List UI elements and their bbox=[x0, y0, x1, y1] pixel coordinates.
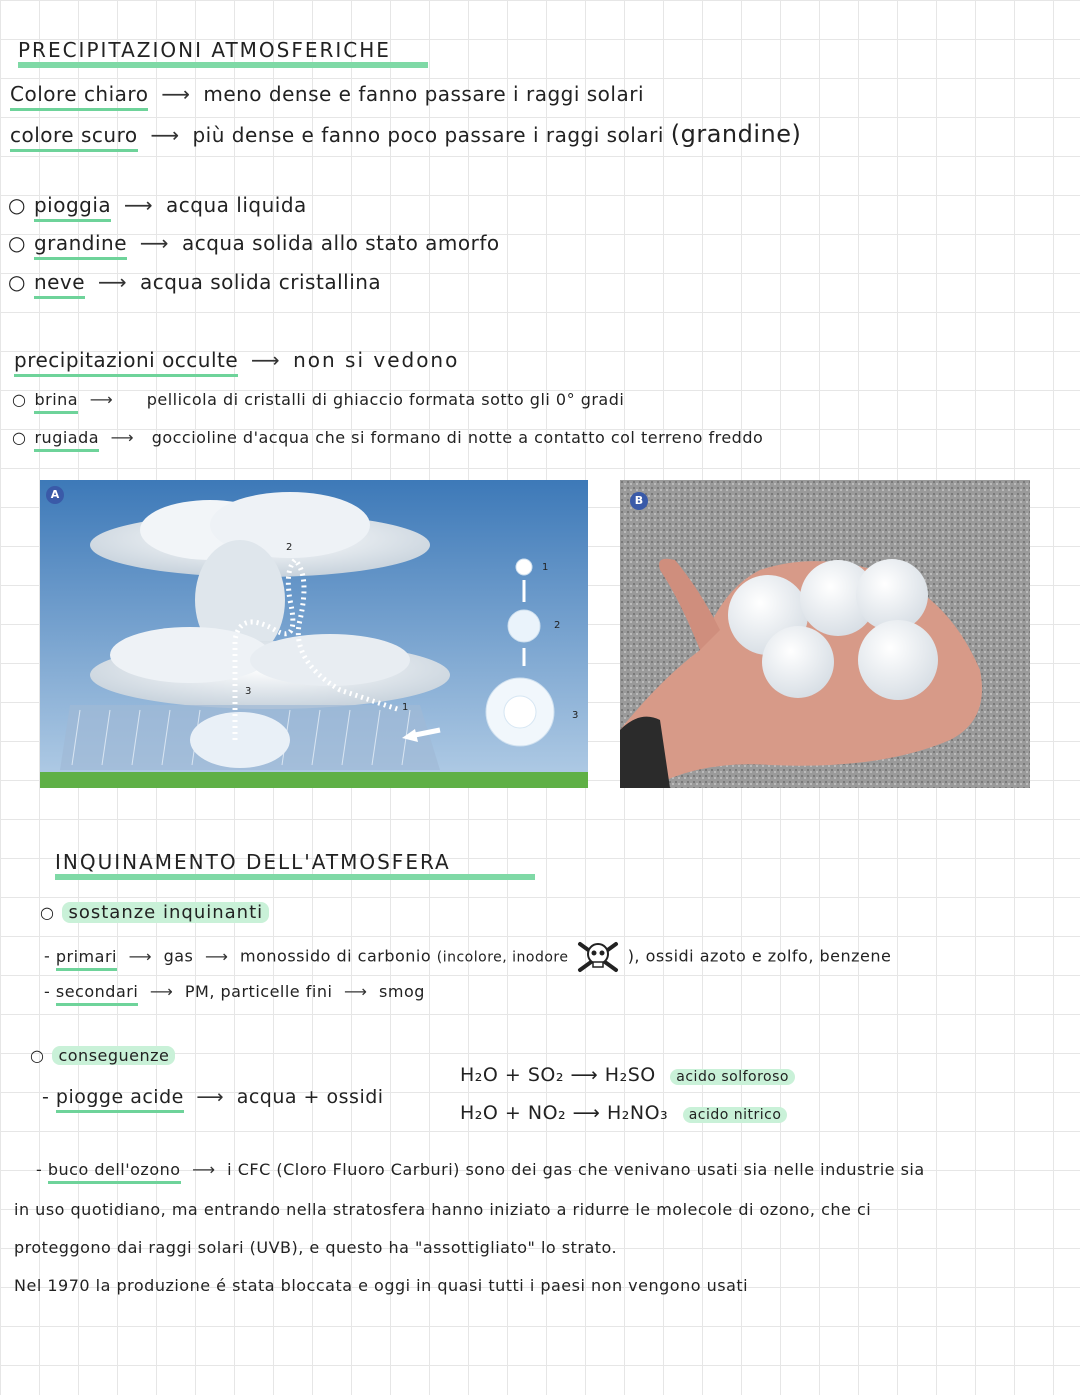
arrow-icon: ⟶ bbox=[124, 193, 154, 217]
ozone-text-1: i CFC (Cloro Fluoro Carburi) sono dei gas che venivano usati sia nelle industrie sia bbox=[227, 1160, 925, 1179]
dash-icon: - bbox=[42, 1086, 50, 1108]
ozone-line-3: proteggono dai raggi solari (UVB), e questo ha "assottigliato" lo strato. bbox=[14, 1238, 618, 1257]
section-title-precipitazioni: PRECIPITAZIONI ATMOSFERICHE bbox=[18, 38, 428, 68]
consequences-label: conseguenze bbox=[52, 1046, 175, 1065]
ozone-label: buco dell'ozono bbox=[48, 1160, 181, 1184]
light-color-label: Colore chiaro bbox=[10, 82, 148, 111]
bullet-icon: ○ bbox=[12, 390, 27, 409]
primary-text: monossido di carbonio bbox=[240, 946, 432, 966]
primary-rest: ), ossidi azoto e zolfo, benzene bbox=[627, 946, 892, 966]
figure-a-number: 3 bbox=[572, 710, 579, 721]
acid-rain-line bbox=[42, 1086, 384, 1108]
arrow-icon: ⟶ bbox=[110, 428, 135, 447]
type-pioggia bbox=[8, 193, 307, 217]
occult-desc: non si vedono bbox=[293, 348, 460, 372]
hail-formation-diagram bbox=[40, 480, 588, 788]
arrow-icon: ⟶ bbox=[149, 982, 174, 1001]
figure-a-number: 2 bbox=[286, 542, 293, 553]
section-title-inquinamento: INQUINAMENTO DELL'ATMOSFERA bbox=[55, 850, 535, 880]
ozone-line-4: Nel 1970 la produzione é stata bloccata e oggi in quasi tutti i paesi non vengono usati bbox=[14, 1276, 749, 1295]
bullet-icon: ○ bbox=[40, 903, 55, 922]
type-desc: acqua liquida bbox=[166, 193, 307, 217]
figure-a-label: A bbox=[46, 486, 64, 504]
dark-color-note: (grandine) bbox=[670, 120, 802, 148]
figure-a-number: 1 bbox=[402, 702, 409, 713]
figure-a-number: 3 bbox=[245, 686, 252, 697]
reaction-so2 bbox=[460, 1064, 795, 1086]
acid-rain-text: acqua + ossidi bbox=[236, 1086, 384, 1108]
type-neve bbox=[8, 270, 381, 294]
arrow-icon: ⟶ bbox=[344, 982, 368, 1001]
ozone-line-1 bbox=[36, 1160, 925, 1179]
dark-color-label: colore scuro bbox=[10, 123, 138, 152]
arrow-icon: ⟶ bbox=[204, 946, 229, 966]
primary-gas: gas bbox=[163, 946, 194, 966]
bullet-icon: ○ bbox=[12, 428, 27, 447]
skull-icon bbox=[574, 940, 622, 974]
dash-icon: - bbox=[44, 946, 51, 966]
hailstones-photo bbox=[620, 480, 1030, 788]
reaction-name: acido nitrico bbox=[683, 1107, 788, 1123]
reaction-equation: H₂O + SO₂ ⟶ H₂SO bbox=[460, 1064, 656, 1086]
arrow-icon: ⟶ bbox=[161, 82, 191, 106]
reaction-equation: H₂O + NO₂ ⟶ H₂NO₃ bbox=[460, 1102, 669, 1124]
primary-paren: (incolore, inodore bbox=[436, 949, 569, 966]
type-term: pioggia bbox=[34, 193, 111, 222]
substances-label: sostanze inquinanti bbox=[62, 902, 269, 923]
secondary-smog: smog bbox=[379, 982, 425, 1001]
occult-type-desc: pellicola di cristalli di ghiaccio formata sotto gli 0° gradi bbox=[146, 390, 625, 409]
ozone-line-2: in uso quotidiano, ma entrando nella stratosfera hanno iniziato a ridurre le molecole di ozono, che ci bbox=[14, 1200, 872, 1219]
hail-diagram-svg bbox=[40, 480, 588, 788]
arrow-icon: ⟶ bbox=[150, 123, 180, 147]
arrow-icon: ⟶ bbox=[196, 1086, 225, 1108]
occult-type-term: brina bbox=[34, 390, 78, 414]
arrow-icon: ⟶ bbox=[128, 946, 152, 966]
occult-term: precipitazioni occulte bbox=[14, 348, 238, 377]
reaction-name: acido solforoso bbox=[670, 1069, 795, 1085]
light-color-line bbox=[10, 82, 644, 106]
reaction-no2 bbox=[460, 1102, 787, 1124]
arrow-icon: ⟶ bbox=[139, 231, 170, 255]
hail-photo-svg bbox=[620, 480, 1030, 788]
bullet-icon: ○ bbox=[8, 231, 26, 255]
substances-line bbox=[40, 902, 269, 923]
bullet-icon: ○ bbox=[8, 193, 26, 217]
dash-icon: - bbox=[44, 982, 51, 1001]
type-term: grandine bbox=[34, 231, 127, 260]
occult-type-term: rugiada bbox=[34, 428, 99, 452]
arrow-icon: ⟶ bbox=[89, 390, 114, 409]
secondary-text: PM, particelle fini bbox=[184, 982, 333, 1001]
arrow-icon: ⟶ bbox=[251, 348, 281, 372]
arrow-icon: ⟶ bbox=[97, 270, 128, 294]
type-term: neve bbox=[34, 270, 85, 299]
type-desc: acqua solida allo stato amorfo bbox=[181, 231, 500, 255]
occult-type-desc: goccioline d'acqua che si formano di notte a contatto col terreno freddo bbox=[151, 428, 764, 447]
figure-b-label: B bbox=[630, 492, 648, 510]
primary-line bbox=[44, 940, 891, 974]
bullet-icon: ○ bbox=[30, 1046, 45, 1065]
dark-color-line bbox=[10, 120, 801, 148]
primary-label: primari bbox=[56, 947, 117, 971]
secondary-label: secondari bbox=[56, 982, 138, 1006]
figure-a-number: 2 bbox=[554, 620, 561, 631]
occult-rugiada bbox=[12, 428, 763, 447]
bullet-icon: ○ bbox=[8, 270, 26, 294]
arrow-icon: ⟶ bbox=[192, 1160, 216, 1179]
occult-line bbox=[14, 348, 459, 372]
type-desc: acqua solida cristallina bbox=[139, 270, 382, 294]
dark-color-text: più dense e fanno poco passare i raggi solari bbox=[192, 123, 664, 147]
acid-rain-label: piogge acide bbox=[56, 1086, 184, 1113]
figure-a-number: 1 bbox=[542, 562, 549, 573]
consequences-line bbox=[30, 1046, 175, 1065]
secondary-line bbox=[44, 982, 425, 1001]
type-grandine bbox=[8, 231, 500, 255]
occult-brina bbox=[12, 390, 624, 409]
light-color-text: meno dense e fanno passare i raggi solari bbox=[203, 82, 644, 106]
dash-icon: - bbox=[36, 1160, 43, 1179]
